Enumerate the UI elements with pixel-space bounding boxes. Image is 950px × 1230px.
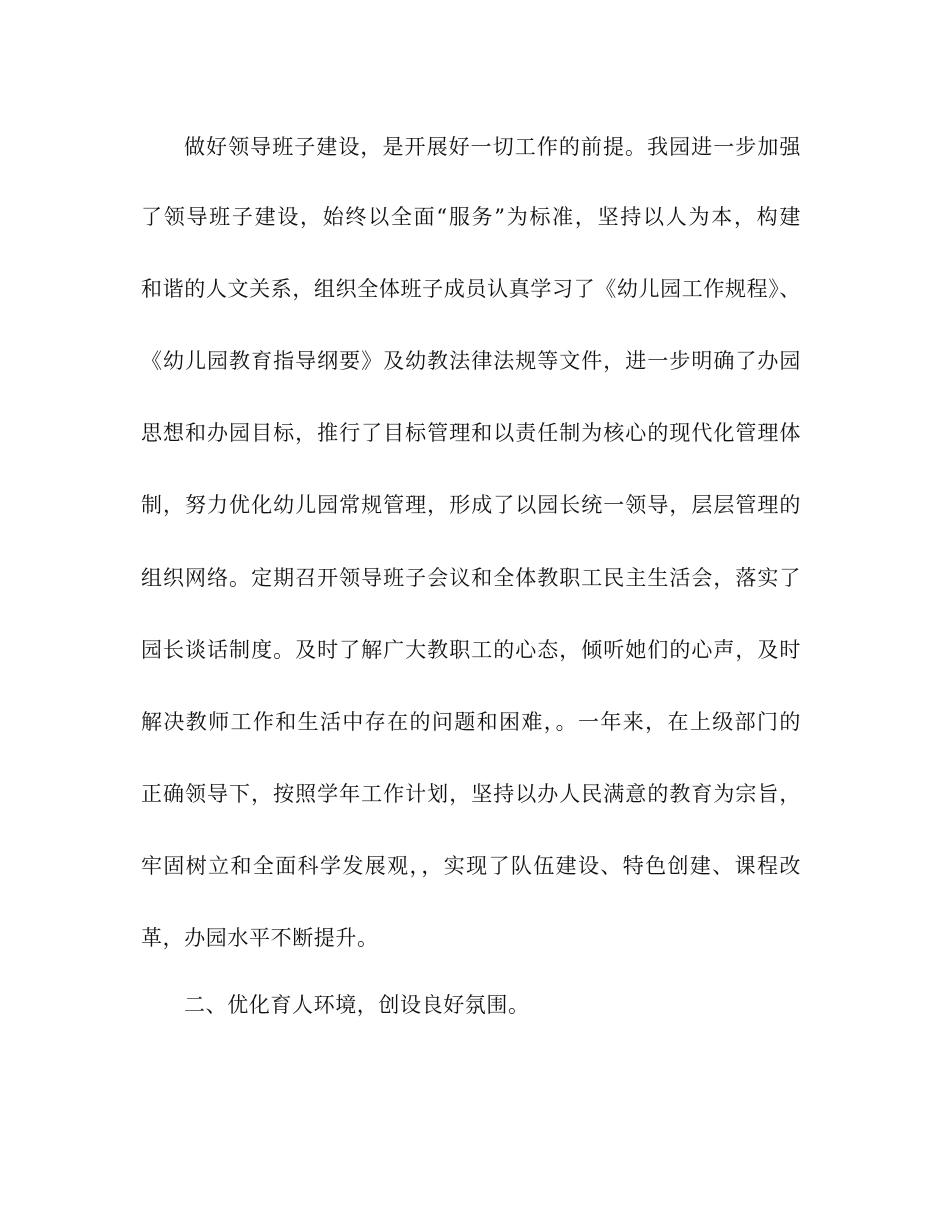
paragraph-line: 牢固树立和全面科学发展观，，实现了队伍建设、特色创建、课程改 <box>141 854 801 878</box>
paragraph-line: 组织网络。定期召开领导班子会议和全体教职工民主生活会，落实了 <box>141 566 801 590</box>
paragraph-line: 解决教师工作和生活中存在的问题和困难，。一年来，在上级部门的 <box>141 710 801 734</box>
paragraph-line: 做好领导班子建设，是开展好一切工作的前提。我园进一步加强 <box>184 135 801 159</box>
paragraph-line: 制，努力优化幼儿园常规管理，形成了以园长统一领导，层层管理的 <box>141 493 801 517</box>
paragraph-line: 正确领导下，按照学年工作计划，坚持以办人民满意的教育为宗旨， <box>141 782 801 806</box>
section-heading: 二、优化育人环境，创设良好氛围。 <box>184 993 530 1017</box>
paragraph-line: 《幼儿园教育指导纲要》及幼教法律法规等文件，进一步明确了办园 <box>141 349 801 373</box>
paragraph-line: 园长谈话制度。及时了解广大教职工的心态，倾听她们的心声，及时 <box>141 638 801 662</box>
paragraph-line-last: 革，办园水平不断提升。 <box>141 926 379 950</box>
paragraph-line: 思想和办园目标，推行了目标管理和以责任制为核心的现代化管理体 <box>141 421 801 445</box>
paragraph-line: 了领导班子建设，始终以全面“服务”为标准，坚持以人为本，构建 <box>141 205 801 229</box>
paragraph-line: 和谐的人文关系，组织全体班子成员认真学习了《幼儿园工作规程》、 <box>141 277 801 301</box>
